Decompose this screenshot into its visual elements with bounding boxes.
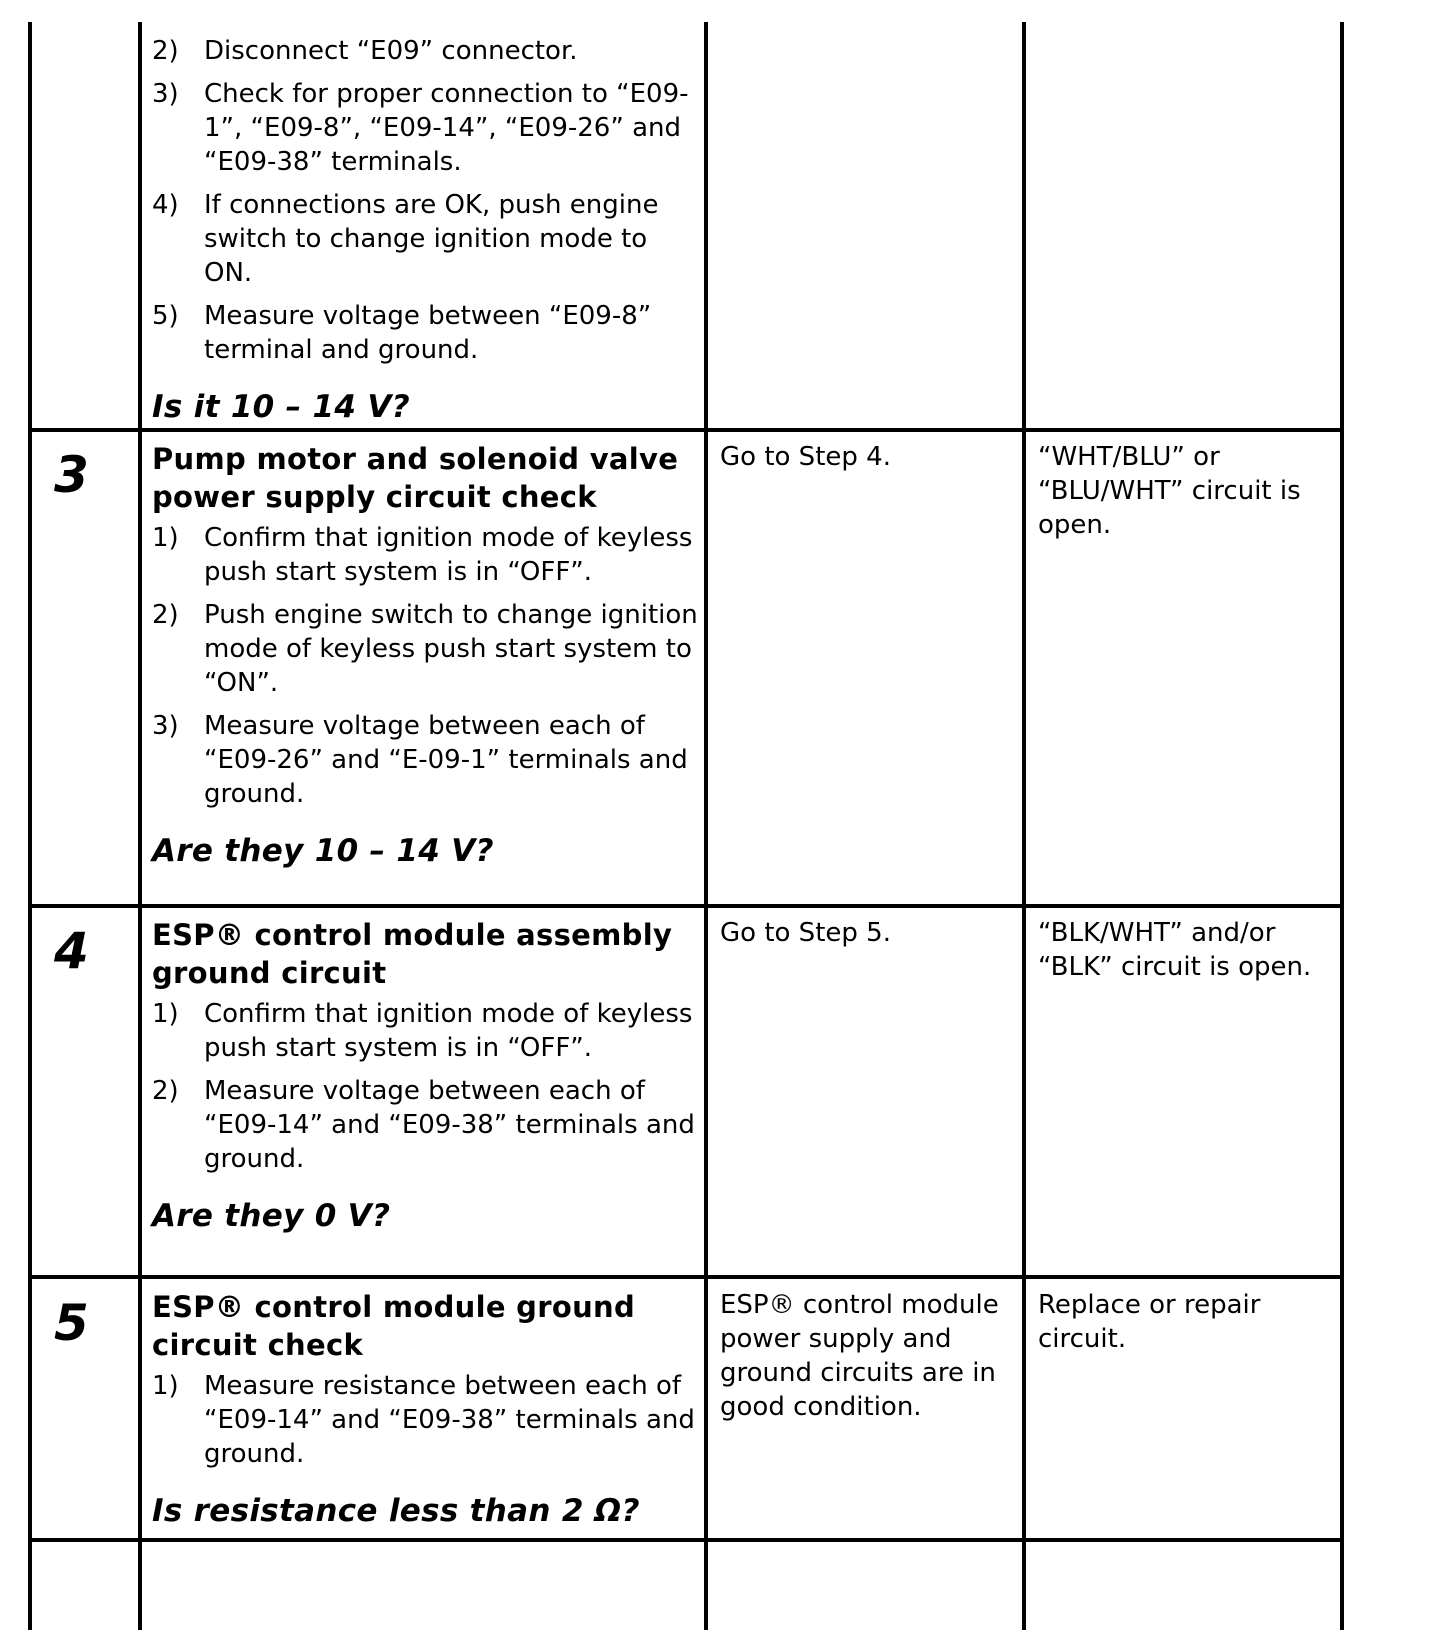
no-result-cell: “BLK/WHT” and/or “BLK” circuit is open. [1038,918,1312,982]
yes-result-cell: ESP® control module power supply and ground circuits are in good condition. [720,1290,999,1422]
list-item: 1) Measure resistance between each of “E09-14” and “E09-38” terminals and ground. [152,1371,695,1469]
step-heading: Pump motor and solenoid valve power supply circuit check [152,442,679,514]
list-item: 4) If connections are OK, push engine switch to change ignition mode to ON. [152,190,659,288]
row-divider [28,428,1344,432]
table-border-right [1340,22,1344,1630]
step-action-cell [152,1288,700,1531]
list-item: 3) Measure voltage between each of “E09-26” and “E-09-1” terminals and ground. [152,711,688,809]
list-item: 2) Disconnect “E09” connector. [152,36,578,66]
row-divider [28,904,1344,908]
column-divider-yes [1022,22,1026,1630]
step-question: Is it 10 – 14 V? [152,389,410,425]
table-border-bottom [28,1538,1344,1542]
substep-list [152,34,700,367]
yes-result-cell: Go to Step 5. [720,918,891,948]
step-heading: ESP® control module ground circuit check [152,1290,636,1362]
list-item: 1) Confirm that ignition mode of keyless push start system is in “OFF”. [152,523,693,587]
step-action-cell [152,916,700,1236]
step-number: 4 [54,922,89,980]
row-divider [28,1275,1344,1279]
list-item: 1) Confirm that ignition mode of keyless push start system is in “OFF”. [152,999,693,1063]
step-question: Is resistance less than 2 Ω? [152,1493,640,1529]
no-result-cell: “WHT/BLU” or “BLU/WHT” circuit is open. [1038,442,1301,540]
yes-result-cell: Go to Step 4. [720,442,891,472]
step-number: 3 [54,446,89,504]
substep-list [152,1369,700,1471]
step-action-cell [152,440,700,871]
column-divider-action [704,22,708,1630]
list-item: 2) Measure voltage between each of “E09-14” and “E09-38” terminals and ground. [152,1076,695,1174]
step-question: Are they 10 – 14 V? [152,833,494,869]
no-result-cell: Replace or repair circuit. [1038,1290,1261,1354]
table-border-left [28,22,32,1630]
step-number: 5 [54,1294,89,1352]
list-item: 2) Push engine switch to change ignition mode of keyless push start system to “ON”. [152,600,698,698]
list-item: 3) Check for proper connection to “E09-1”, “E09-8”, “E09-14”, “E09-26” and “E09-38” terminals. [152,79,689,177]
column-divider-step [138,22,142,1630]
substep-list [152,997,700,1176]
continued-action-cell [152,34,700,427]
list-item: 5) Measure voltage between “E09-8” terminal and ground. [152,301,652,365]
step-question: Are they 0 V? [152,1198,391,1234]
substep-list [152,521,700,811]
troubleshooting-table [28,22,1424,1630]
step-heading: ESP® control module assembly ground circuit [152,918,673,990]
